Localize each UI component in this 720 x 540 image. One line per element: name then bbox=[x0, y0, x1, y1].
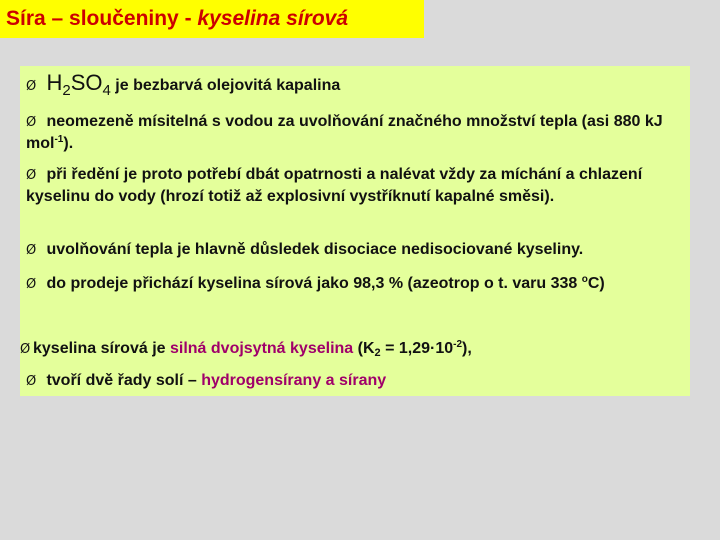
bullet-text: uvolňování tepla je hlavně důsledek disociace nedisociované kyseliny. bbox=[46, 241, 584, 258]
bullet-item-6 bbox=[20, 338, 680, 360]
bullet-text: do prodeje přichází kyselina sírová jako 98,3 % (azeotrop o t. varu 338 bbox=[46, 275, 582, 292]
superscript: -1 bbox=[54, 134, 64, 145]
slide-title bbox=[0, 0, 424, 38]
bullet-arrow-icon: Ø bbox=[20, 342, 31, 357]
title-topic: kyselina sírová bbox=[197, 7, 349, 30]
bullet-text: kyselina sírová je bbox=[33, 340, 170, 357]
bullet-arrow-icon: Ø bbox=[26, 374, 37, 389]
bullet-item-1 bbox=[26, 72, 686, 97]
formula-h2so4: $H_2SO_4$ bbox=[46, 70, 111, 99]
bullet-text: neomezeně mísitelná s vodou za uvolňování značného množství tepla (asi 880 kJ mol bbox=[26, 113, 663, 152]
bullet-text-tail: ). bbox=[63, 135, 74, 152]
bullet-item-2 bbox=[26, 111, 686, 154]
bullet-text-tail: C) bbox=[587, 275, 605, 292]
bullet-arrow-icon: Ø bbox=[26, 243, 37, 258]
bullet-text: při ředění je proto potřebí dbát opatrnosti a nalévat vždy za míchání a chlazení kyselinu do vody (hrozí totiž až explosivní vystříknutí kapalné směsi). bbox=[26, 166, 643, 205]
bullet-arrow-icon: Ø bbox=[26, 115, 37, 130]
title-prefix: Síra – sloučeniny - bbox=[6, 7, 198, 30]
superscript: -2 bbox=[453, 339, 463, 350]
bullet-arrow-icon: Ø bbox=[26, 79, 37, 94]
bullet-item-5 bbox=[26, 273, 686, 295]
bullet-item-7 bbox=[26, 370, 686, 392]
bullet-text: tvoří dvě řady solí – bbox=[46, 372, 202, 389]
bullet-arrow-icon: Ø bbox=[26, 168, 37, 183]
bullet-arrow-icon: Ø bbox=[26, 277, 37, 292]
bullet-text-mid2: = 1,29·10 bbox=[380, 340, 454, 357]
superscript: o bbox=[581, 274, 588, 285]
highlight-text: hydrogensírany a sírany bbox=[201, 372, 387, 389]
highlight-text: silná dvojsytná kyselina bbox=[169, 340, 354, 357]
bullet-text-tail: ), bbox=[462, 340, 472, 357]
bullet-text-mid: (K bbox=[353, 340, 375, 357]
bullet-item-4 bbox=[26, 239, 686, 261]
subscript: 2 bbox=[374, 347, 381, 359]
bullet-item-3 bbox=[26, 164, 686, 207]
bullet-text: je bezbarvá olejovitá kapalina bbox=[110, 77, 341, 94]
content-panel bbox=[20, 66, 690, 396]
